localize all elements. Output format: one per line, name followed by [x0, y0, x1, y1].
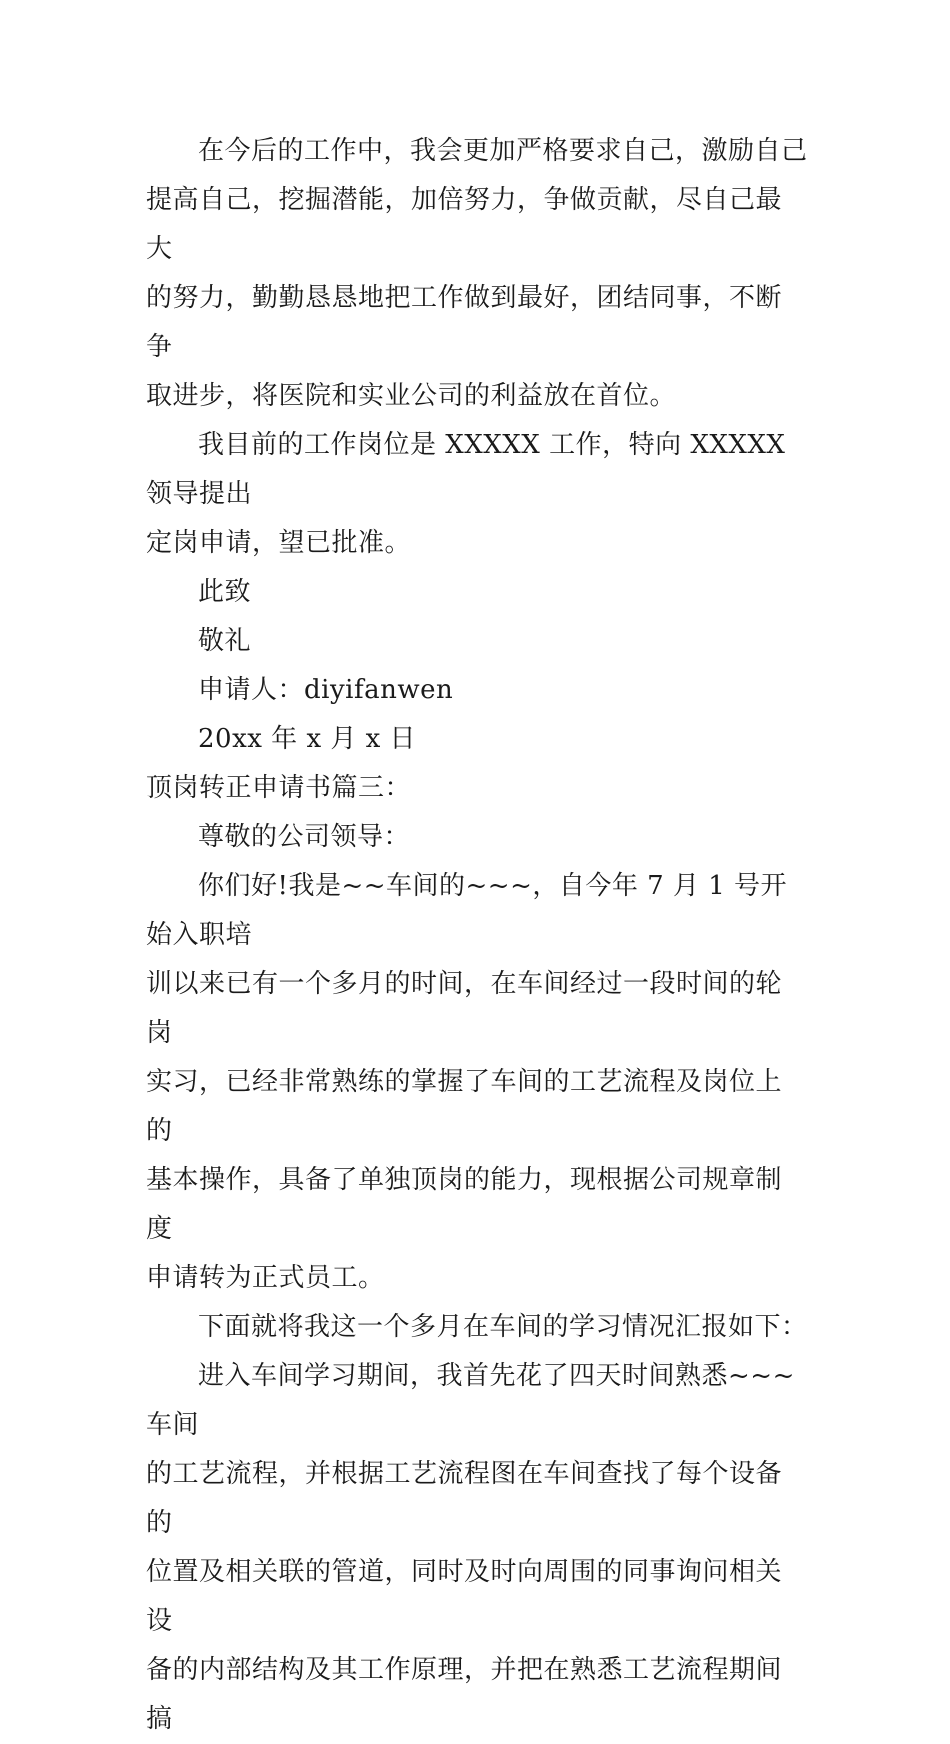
text-line: 备的内部结构及其工作原理，并把在熟悉工艺流程期间搞	[146, 1655, 783, 1734]
text-line: 定岗申请，望已批准。	[146, 528, 412, 558]
paragraph	[146, 421, 808, 568]
text-line: 位置及相关联的管道，同时及时向周围的同事询问相关设	[146, 1557, 783, 1636]
section-heading	[146, 764, 808, 813]
text-line: 20xx 年 x 月 x 日	[198, 724, 417, 754]
document-body	[146, 127, 808, 1744]
text-line: 取进步，将医院和实业公司的利益放在首位。	[146, 381, 677, 411]
paragraph	[146, 1352, 808, 1744]
text-line: 我目前的工作岗位是 XXXXX 工作，特向 XXXXX 领导提出	[146, 430, 786, 509]
text-line: 下面就将我这一个多月在车间的学习情况汇报如下：	[198, 1312, 808, 1342]
text-line: 敬礼	[198, 626, 252, 656]
salutation-line	[146, 617, 808, 666]
text-line: 训以来已有一个多月的时间，在车间经过一段时间的轮岗	[146, 969, 783, 1048]
text-line: 实习，已经非常熟练的掌握了车间的工艺流程及岗位上的	[146, 1067, 783, 1146]
text-line: 提高自己，挖掘潜能，加倍努力，争做贡献，尽自己最大	[146, 185, 783, 264]
paragraph	[146, 862, 808, 1303]
text-line: 基本操作，具备了单独顶岗的能力，现根据公司规章制度	[146, 1165, 783, 1244]
applicant-line	[146, 666, 808, 715]
greeting-line	[146, 813, 808, 862]
text-line: 尊敬的公司领导：	[198, 822, 411, 852]
date-line	[146, 715, 808, 764]
paragraph	[146, 127, 808, 421]
paragraph	[146, 1303, 808, 1352]
text-line: 申请转为正式员工。	[146, 1263, 385, 1293]
text-line: 在今后的工作中，我会更加严格要求自己，激励自己	[198, 136, 808, 166]
text-line: 进入车间学习期间，我首先花了四天时间熟悉~~~车间	[146, 1361, 795, 1440]
text-line: 此致	[198, 577, 252, 607]
text-line: 你们好!我是~~车间的~~~，自今年 7 月 1 号开始入职培	[146, 871, 788, 950]
text-line: 的工艺流程，并根据工艺流程图在车间查找了每个设备的	[146, 1459, 783, 1538]
closing-line	[146, 568, 808, 617]
text-line: 顶岗转正申请书篇三：	[146, 773, 412, 803]
text-line: 的努力，勤勤恳恳地把工作做到最好，团结同事，不断争	[146, 283, 783, 362]
text-line: 申请人：diyifanwen	[198, 675, 454, 705]
